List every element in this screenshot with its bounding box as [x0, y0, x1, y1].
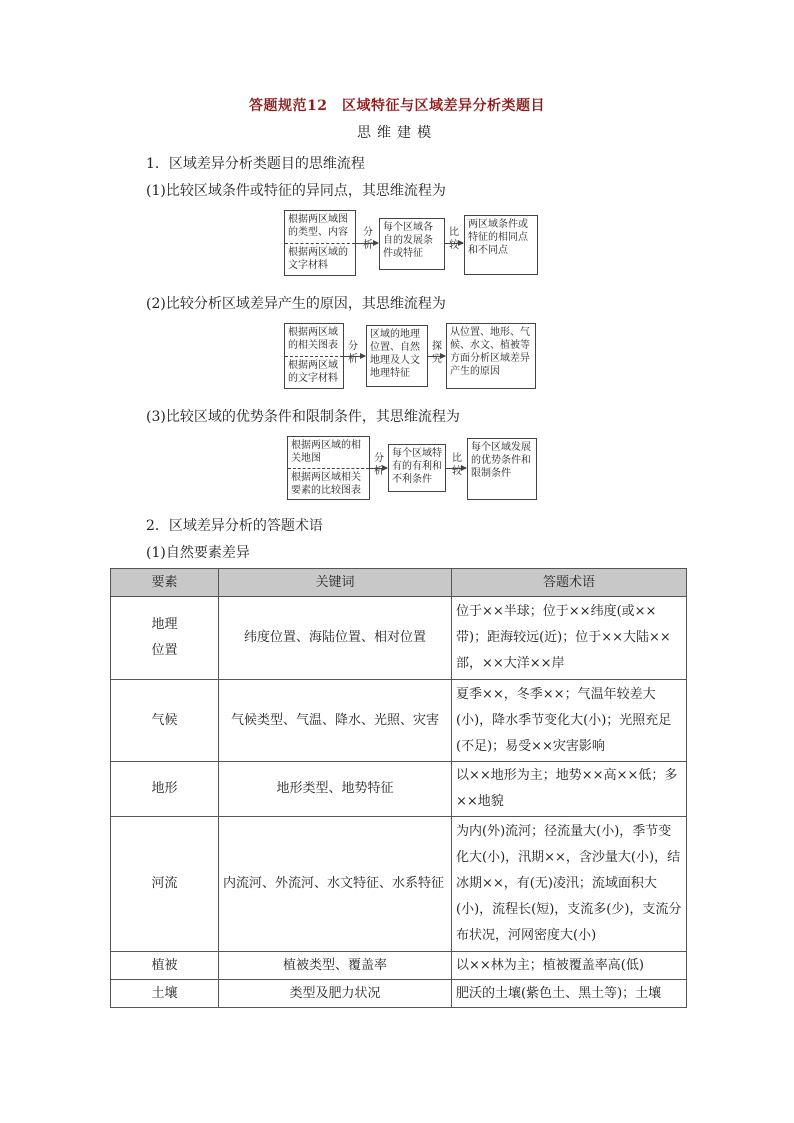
factor-cell: 地理 位置: [111, 597, 219, 680]
terms-cell: 夏季××，冬季××；气温年较差大(小)，降水季节变化大(小)；光照充足(不足)；易受××灾害影响: [452, 680, 687, 762]
flow2-verb2: 探究: [432, 341, 442, 365]
keywords-cell: 地形类型、地势特征: [219, 762, 452, 817]
factor-cell: 地形: [111, 762, 219, 817]
section1-heading: 1．区域差异分析类题目的思维流程: [146, 156, 365, 172]
keywords-cell: 植被类型、覆盖率: [219, 952, 452, 980]
flow3-verb2: 比较: [452, 453, 462, 477]
arrow-right-icon: [370, 468, 387, 469]
flow1-label: (1)比较区域条件或特征的异同点，其思维流程为: [146, 183, 446, 199]
flow1-source-box: [284, 210, 356, 276]
keywords-cell: 类型及肥力状况: [219, 980, 452, 1008]
arrow-right-icon: [356, 243, 378, 244]
flow2-result-box: 从位置、地形、气候、水文、植被等方面分析区域差异产生的原因: [446, 323, 536, 389]
terms-cell: 肥沃的土壤(紫色土、黑土等)；土壤: [452, 980, 687, 1008]
arrow-right-icon: [446, 468, 466, 469]
flow1-source-top: 根据两区域图的类型、内容: [288, 214, 348, 238]
flow3-result-box: 每个区域发展的优势条件和限制条件: [467, 438, 537, 500]
flow1-middle-box: 每个区域各自的发展条件或特征: [379, 218, 445, 270]
table-row: [111, 680, 687, 762]
section2-heading: 2．区域差异分析的答题术语: [146, 518, 323, 534]
terms-cell: 以××地形为主；地势××高××低；多××地貌: [452, 762, 687, 817]
table-header-row: [111, 569, 687, 597]
factor-cell: 河流: [111, 817, 219, 952]
flow2-source-box: [284, 323, 344, 389]
flow3-source-bottom: 根据两区域相关要素的比较图表: [291, 472, 361, 496]
factor-cell: 植被: [111, 952, 219, 980]
terms-cell: 以××林为主；植被覆盖率高(低): [452, 952, 687, 980]
terms-cell: 位于××半球；位于××纬度(或××带)；距海较远(近)；位于××大陆××部，××大洋××岸: [452, 597, 687, 680]
table-header-cell: 答题术语: [452, 569, 687, 597]
flow1-result-box: 两区域条件或特征的相同点和不同点: [464, 215, 538, 275]
flow2-verb1: 分析: [348, 341, 358, 365]
section2-subheading: (1)自然要素差异: [146, 545, 250, 561]
arrow-right-icon: [344, 356, 365, 357]
terms-cell: 为内(外)流河；径流量大(小)，季节变化大(小)，汛期××，含沙量大(小)，结冰期××，有(无)凌汛；流域面积大(小)，流程长(短)，支流多(少)，支流分布状况，河网密度大(小): [452, 817, 687, 952]
factor-cell: 土壤: [111, 980, 219, 1008]
flow1-verb1: 分析: [363, 227, 373, 251]
flow3-label: (3)比较区域的优势条件和限制条件，其思维流程为: [146, 409, 460, 425]
keywords-cell: 内流河、外流河、水文特征、水系特征: [219, 817, 452, 952]
flow1-source-bottom: 根据两区域的文字材料: [288, 247, 348, 271]
flow2-source-bottom: 根据两区域的文字材料: [288, 360, 338, 384]
table-header-cell: 关键词: [219, 569, 452, 597]
table-row: [111, 597, 687, 680]
table-row: [111, 980, 687, 1008]
flow2-middle-box: 区域的地理位置、自然地理及人文地理特征: [366, 325, 428, 387]
divider: [285, 243, 355, 244]
flow2-source-top: 根据两区域的相关图表: [288, 327, 338, 351]
table-row: [111, 952, 687, 980]
flow1-verb2: 比较: [449, 227, 459, 251]
arrow-right-icon: [428, 356, 445, 357]
flow2-label: (2)比较分析区域差异产生的原因，其思维流程为: [146, 296, 446, 312]
divider: [288, 468, 369, 469]
table-row: [111, 762, 687, 817]
keywords-cell: 气候类型、气温、降水、光照、灾害: [219, 680, 452, 762]
table-row: [111, 817, 687, 952]
natural-factors-table: [110, 568, 687, 1008]
divider: [285, 356, 343, 357]
arrow-right-icon: [445, 243, 463, 244]
flow3-source-box: [287, 436, 370, 500]
flow3-middle-box: 每个区域特有的有利和不利条件: [388, 444, 446, 492]
flow3-source-top: 根据两区域的相关地图: [291, 440, 361, 464]
factor-cell: 气候: [111, 680, 219, 762]
page-title: 答题规范12 区域特征与区域差异分析类题目: [249, 98, 545, 114]
flow3-verb1: 分析: [374, 453, 384, 477]
table-header-cell: 要素: [111, 569, 219, 597]
page-subtitle: 思维建模: [357, 125, 437, 141]
keywords-cell: 纬度位置、海陆位置、相对位置: [219, 597, 452, 680]
